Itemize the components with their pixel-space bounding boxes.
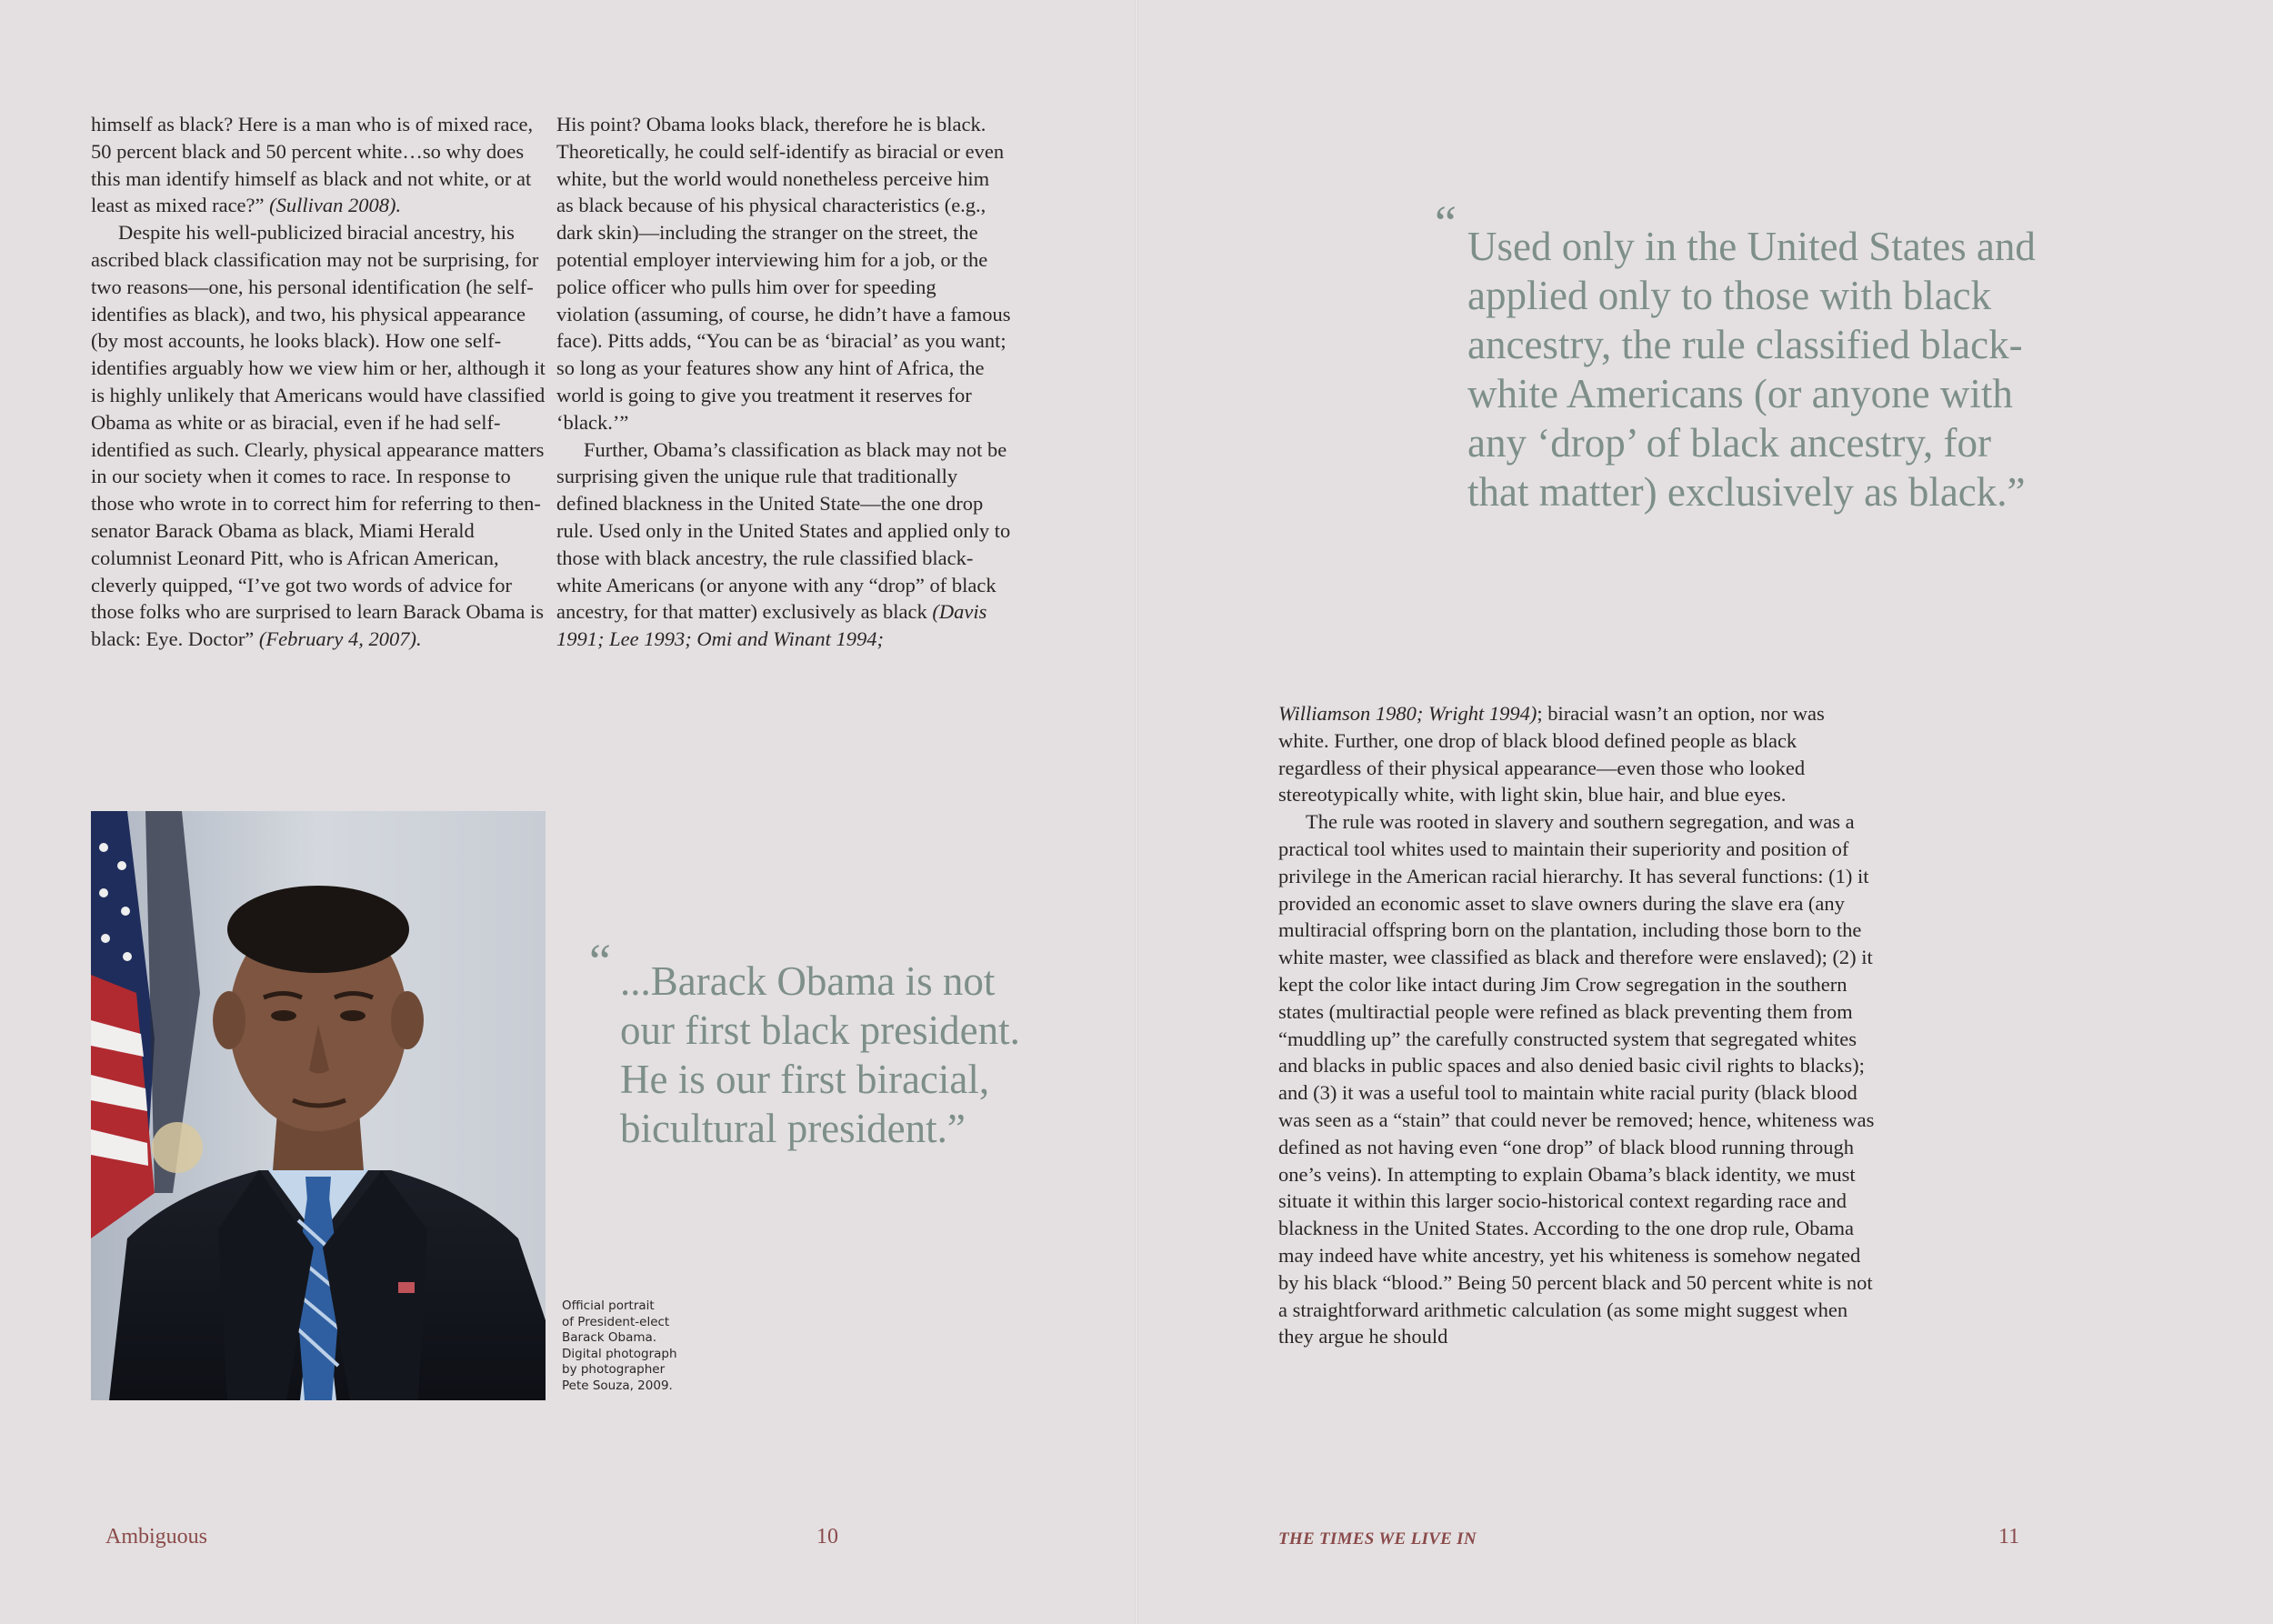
paragraph-text: His point? Obama looks black, therefore he is black. Theoretically, he could self-identify as biracial or even white, but the world would nonetheless perceive him as black because of his physical characteristics (e.g., dark skin)—including the stranger on the street, the potential employer interviewing him for a job, or the police officer who pulls him over for speeding violation (assuming, of course, he didn’t have a famous face). Pitts adds, “You can be as ‘biracial’ as you want; so long as your features show any hint of Africa, the world is going to give you treatment it reserves for ‘black.’” (556, 113, 1011, 434)
right-column (1278, 700, 1878, 1350)
paragraph (1278, 808, 1878, 1350)
citation: (February 4, 2007). (258, 627, 422, 651)
citation: (Davis 1991; Lee 1993; Omi and Winant 1994; (556, 600, 987, 651)
paragraph-text: Further, Obama’s classification as black may not be surprising given the unique rule that traditionally defined blackness in the United State—the one drop rule. Used only in the United States and applied only to those with black ancestry, the rule classified black-white Americans (or anyone with any “drop” of black ancestry, for that matter) exclusively as black (556, 437, 1011, 624)
page-number-right: 11 (1998, 1525, 2020, 1549)
caption-line: Digital photograph (562, 1346, 677, 1361)
photo-caption (562, 1298, 698, 1395)
caption-line: by photographer (562, 1362, 666, 1378)
caption-line: Pete Souza, 2009. (562, 1378, 673, 1393)
pull-quote-text: Used only in the United States and applied only to those with black ancestry, the rule classified black-white Americans (or anyone with any ‘drop’ of black ancestry, for that matter) exclusively as black.” (1467, 224, 2036, 515)
portrait-illustration (91, 811, 546, 1400)
paragraph (91, 111, 546, 219)
page-number-left: 10 (816, 1525, 838, 1549)
caption-line: of President-elect (562, 1314, 670, 1329)
citation: (Sullivan 2008). (269, 194, 402, 217)
portrait-photo (91, 811, 546, 1400)
paragraph-text: The rule was rooted in slavery and southern segregation, and was a practical tool whites used to maintain their superiority and position of privilege in the American racial hierarchy. It has several functions: (1) it provided an economic asset to slave owners during the slave era (any multiracial offspring born on the plantation, including those born to the white master, wee classified as black and therefore were enslaved); (2) it kept the color like intact during Jim Crow segregation in the southern states (multiractial people were refined as black preventing them from “muddling up” the carefully constructed system that segregated whites and blacks in public spaces and also denied basic civil rights to blacks); and (3) it was a useful tool to maintain white racial purity (black blood was seen as a “stain” that could never be removed; hence, whiteness was defined as not having even “one drop” of black blood running through one’s veins). In attempting to explain Obama’s black identity, we must situate it within this larger socio-historical context regarding race and blackness in the United States. According to the one drop rule, Obama may indeed have white ancestry, yet his whiteness is somehow negated by his black “blood.” Being 50 percent black and 50 percent white is not a straightforward arithmetic calculation (as some might suggest when they argue he should (1278, 810, 1875, 1348)
paragraph-text: himself as black? Here is a man who is of mixed race, 50 percent black and 50 percent white…so why does this man identify himself as black and not white, or at least as mixed race?” (91, 113, 534, 217)
citation: Williamson 1980; Wright 1994) (1278, 702, 1537, 725)
paragraph (91, 219, 546, 653)
running-title-left: Ambiguous (105, 1525, 208, 1549)
pull-quote-text: ...Barack Obama is not our first black president. He is our first biracial, bicultural president.” (620, 958, 1020, 1151)
caption-line: Official portrait (562, 1298, 655, 1313)
quote-mark: “ (589, 934, 611, 988)
left-column-2 (556, 111, 1011, 653)
paragraph (556, 111, 1011, 436)
caption-line: Barack Obama. (562, 1330, 657, 1346)
paragraph-text: Despite his well-publicized biracial ancestry, his ascribed black classification may not be surprising, for two reasons—one, his personal identification (he self-identifies as black), and two, his physical appearance (by most accounts, he looks black). How one self-identifies arguably how we view him or her, although it is highly unlikely that Americans would have classified Obama as white or as biracial, even if he had self-identified as such. Clearly, physical appearance matters in our society when it comes to race. In response to those who wrote in to correct him for referring to then-senator Barack Obama as black, Miami Herald columnist Leonard Pitt, who is African American, cleverly quipped, “I’ve got two words of advice for those folks who are surprised to learn Barack Obama is black: Eye. Doctor” (91, 221, 546, 651)
paragraph-text: ; biracial wasn’t an option, nor was white. Further, one drop of black blood defined people as black regardless of their physical appearance—even those who looked stereotypically white, with light skin, blue hair, and blue eyes. (1278, 702, 1825, 807)
left-column-1 (91, 111, 546, 653)
paragraph (556, 436, 1011, 653)
paragraph (1278, 700, 1878, 808)
quote-mark: “ (1435, 195, 1457, 250)
running-title-right: THE TIMES WE LIVE IN (1278, 1529, 1477, 1549)
